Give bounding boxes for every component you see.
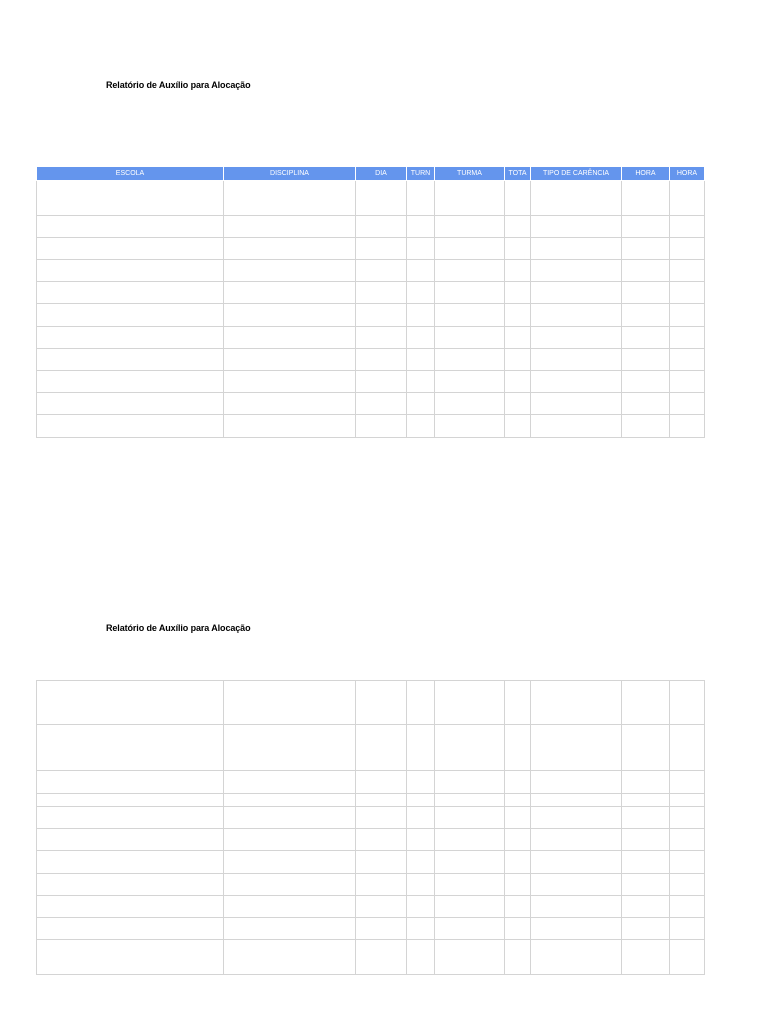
column-header-tipo-de-carencia: TIPO DE CARÊNCIA (531, 167, 622, 181)
table-cell (505, 349, 531, 371)
table-cell (435, 327, 505, 349)
table-cell (224, 807, 356, 829)
table-cell (622, 349, 670, 371)
table-cell (670, 238, 705, 260)
table-cell (407, 371, 435, 393)
table-cell (670, 371, 705, 393)
table-cell (505, 771, 531, 794)
table-cell (622, 415, 670, 438)
table-cell (224, 918, 356, 940)
table-cell (356, 282, 407, 304)
table-cell (407, 725, 435, 771)
table-cell (505, 181, 531, 216)
table-cell (224, 181, 356, 216)
table-cell (37, 349, 224, 371)
table-cell (407, 918, 435, 940)
table-cell (531, 304, 622, 327)
table-cell (505, 216, 531, 238)
report-title: Relatório de Auxílio para Alocação (106, 623, 251, 633)
table-cell (356, 918, 407, 940)
table-cell (407, 829, 435, 851)
table-cell (622, 393, 670, 415)
table-cell (435, 415, 505, 438)
table-row (37, 918, 705, 940)
table-cell (622, 896, 670, 918)
table-row (37, 725, 705, 771)
table-cell (622, 807, 670, 829)
table-cell (37, 260, 224, 282)
table-cell (356, 349, 407, 371)
column-header-hora-2: HORA (670, 167, 705, 181)
table-cell (531, 851, 622, 874)
table-cell (37, 794, 224, 807)
table-cell (505, 918, 531, 940)
table-cell (224, 829, 356, 851)
table-cell (37, 238, 224, 260)
table-cell (37, 829, 224, 851)
table-cell (622, 940, 670, 975)
table-cell (531, 181, 622, 216)
table-cell (670, 851, 705, 874)
table-row (37, 181, 705, 216)
table-cell (531, 896, 622, 918)
table-cell (505, 874, 531, 896)
table-cell (435, 725, 505, 771)
table-row (37, 282, 705, 304)
table-cell (505, 940, 531, 975)
table-cell (435, 304, 505, 327)
column-header-total: TOTA (505, 167, 531, 181)
table-row (37, 896, 705, 918)
table-cell (622, 851, 670, 874)
table-cell (435, 851, 505, 874)
table-cell (435, 807, 505, 829)
table-cell (435, 393, 505, 415)
table-cell (505, 304, 531, 327)
table-row (37, 681, 705, 725)
table-cell (670, 874, 705, 896)
table-cell (407, 327, 435, 349)
table-cell (224, 260, 356, 282)
table-cell (670, 794, 705, 807)
table-cell (37, 181, 224, 216)
table-cell (435, 918, 505, 940)
table-cell (356, 260, 407, 282)
table-cell (505, 681, 531, 725)
table-cell (531, 393, 622, 415)
table-cell (37, 851, 224, 874)
table-cell (622, 681, 670, 725)
table-cell (224, 725, 356, 771)
table-cell (435, 681, 505, 725)
table-cell (670, 349, 705, 371)
table-cell (505, 807, 531, 829)
table-cell (670, 327, 705, 349)
table-row (37, 327, 705, 349)
table-cell (670, 260, 705, 282)
table-cell (670, 771, 705, 794)
table-cell (505, 829, 531, 851)
table-row (37, 807, 705, 829)
table-cell (531, 238, 622, 260)
table-cell (407, 393, 435, 415)
table-cell (37, 371, 224, 393)
table-cell (670, 807, 705, 829)
table-cell (224, 940, 356, 975)
table-cell (37, 327, 224, 349)
table-cell (407, 304, 435, 327)
table-cell (670, 216, 705, 238)
table-cell (224, 851, 356, 874)
table-cell (224, 415, 356, 438)
table-cell (531, 349, 622, 371)
table-cell (505, 327, 531, 349)
table-cell (622, 327, 670, 349)
table-cell (407, 794, 435, 807)
table-cell (435, 794, 505, 807)
report-title: Relatório de Auxílio para Alocação (106, 80, 251, 90)
table-cell (622, 725, 670, 771)
table-cell (435, 940, 505, 975)
table-cell (224, 216, 356, 238)
table-cell (37, 393, 224, 415)
table-row (37, 371, 705, 393)
table-cell (622, 918, 670, 940)
table-cell (435, 874, 505, 896)
table-cell (356, 327, 407, 349)
table-cell (224, 393, 356, 415)
table-cell (531, 681, 622, 725)
table-cell (37, 771, 224, 794)
table-cell (356, 415, 407, 438)
table-cell (531, 216, 622, 238)
table-cell (407, 216, 435, 238)
table-cell (356, 896, 407, 918)
table-row (37, 829, 705, 851)
table-cell (622, 181, 670, 216)
table-cell (37, 415, 224, 438)
table-cell (670, 940, 705, 975)
table-cell (224, 304, 356, 327)
table-cell (37, 940, 224, 975)
table-cell (622, 238, 670, 260)
table-cell (505, 260, 531, 282)
table-header-row (37, 167, 705, 181)
table-cell (435, 771, 505, 794)
table-cell (224, 282, 356, 304)
table-cell (505, 371, 531, 393)
table-cell (356, 771, 407, 794)
table-cell (37, 807, 224, 829)
table-row (37, 415, 705, 438)
table-cell (356, 304, 407, 327)
table-row (37, 874, 705, 896)
table-cell (670, 282, 705, 304)
table-row (37, 771, 705, 794)
table-cell (407, 681, 435, 725)
table-cell (407, 260, 435, 282)
table-cell (356, 851, 407, 874)
table-cell (505, 282, 531, 304)
column-header-turma: TURMA (435, 167, 505, 181)
table-cell (435, 238, 505, 260)
table-cell (622, 371, 670, 393)
table-cell (356, 940, 407, 975)
table-cell (224, 771, 356, 794)
table-row (37, 393, 705, 415)
table-cell (505, 393, 531, 415)
table-cell (37, 896, 224, 918)
table-cell (622, 771, 670, 794)
table-cell (224, 896, 356, 918)
column-header-escola: ESCOLA (37, 167, 224, 181)
table-cell (531, 794, 622, 807)
allocation-table (36, 166, 705, 438)
table-cell (435, 349, 505, 371)
column-header-disciplina: DISCIPLINA (224, 167, 356, 181)
table-cell (670, 918, 705, 940)
table-row (37, 794, 705, 807)
table-cell (407, 807, 435, 829)
table-cell (37, 216, 224, 238)
allocation-table-continued (36, 680, 705, 975)
table-cell (407, 415, 435, 438)
table-cell (356, 238, 407, 260)
column-header-turno: TURN (407, 167, 435, 181)
table-cell (531, 807, 622, 829)
table-cell (505, 238, 531, 260)
table-cell (435, 829, 505, 851)
table-cell (407, 282, 435, 304)
table-cell (435, 260, 505, 282)
table-cell (37, 874, 224, 896)
table-cell (531, 874, 622, 896)
table-cell (670, 681, 705, 725)
table-cell (435, 282, 505, 304)
table-cell (37, 282, 224, 304)
table-cell (670, 896, 705, 918)
table-cell (224, 874, 356, 896)
table-cell (356, 371, 407, 393)
table-cell (37, 304, 224, 327)
table-cell (505, 794, 531, 807)
table-cell (670, 393, 705, 415)
table-cell (356, 794, 407, 807)
table-cell (435, 896, 505, 918)
table-cell (531, 327, 622, 349)
table-cell (531, 918, 622, 940)
table-cell (37, 681, 224, 725)
table-cell (622, 874, 670, 896)
table-cell (622, 282, 670, 304)
table-cell (505, 851, 531, 874)
table-cell (531, 415, 622, 438)
table-cell (224, 238, 356, 260)
table-cell (356, 216, 407, 238)
table-cell (622, 216, 670, 238)
table-cell (356, 725, 407, 771)
column-header-dia: DIA (356, 167, 407, 181)
table-row (37, 238, 705, 260)
table-cell (407, 851, 435, 874)
table-cell (356, 807, 407, 829)
table-cell (407, 896, 435, 918)
table-cell (407, 771, 435, 794)
table-cell (531, 940, 622, 975)
table-cell (37, 725, 224, 771)
table-cell (622, 829, 670, 851)
table-cell (670, 829, 705, 851)
table-cell (224, 794, 356, 807)
table-cell (505, 725, 531, 771)
table-cell (670, 725, 705, 771)
table-row (37, 260, 705, 282)
table-cell (224, 327, 356, 349)
column-header-hora-1: HORA (622, 167, 670, 181)
table-cell (622, 260, 670, 282)
table-cell (407, 349, 435, 371)
table-cell (435, 216, 505, 238)
table-cell (531, 260, 622, 282)
table-cell (224, 371, 356, 393)
table-row (37, 216, 705, 238)
table-row (37, 304, 705, 327)
table-cell (670, 415, 705, 438)
table-cell (356, 181, 407, 216)
table-cell (407, 181, 435, 216)
table-cell (435, 371, 505, 393)
table-cell (505, 415, 531, 438)
table-cell (356, 829, 407, 851)
table-cell (531, 282, 622, 304)
table-cell (37, 918, 224, 940)
table-cell (407, 238, 435, 260)
table-cell (505, 896, 531, 918)
table-cell (407, 940, 435, 975)
table-cell (224, 349, 356, 371)
table-cell (531, 771, 622, 794)
table-cell (224, 681, 356, 725)
table-cell (622, 304, 670, 327)
table-cell (356, 393, 407, 415)
table-cell (356, 681, 407, 725)
table-cell (356, 874, 407, 896)
table-row (37, 940, 705, 975)
table-row (37, 349, 705, 371)
table-cell (531, 725, 622, 771)
table-cell (670, 181, 705, 216)
table-row (37, 851, 705, 874)
table-cell (670, 304, 705, 327)
table-cell (407, 874, 435, 896)
table-cell (531, 371, 622, 393)
table-cell (531, 829, 622, 851)
table-cell (435, 181, 505, 216)
table-cell (622, 794, 670, 807)
